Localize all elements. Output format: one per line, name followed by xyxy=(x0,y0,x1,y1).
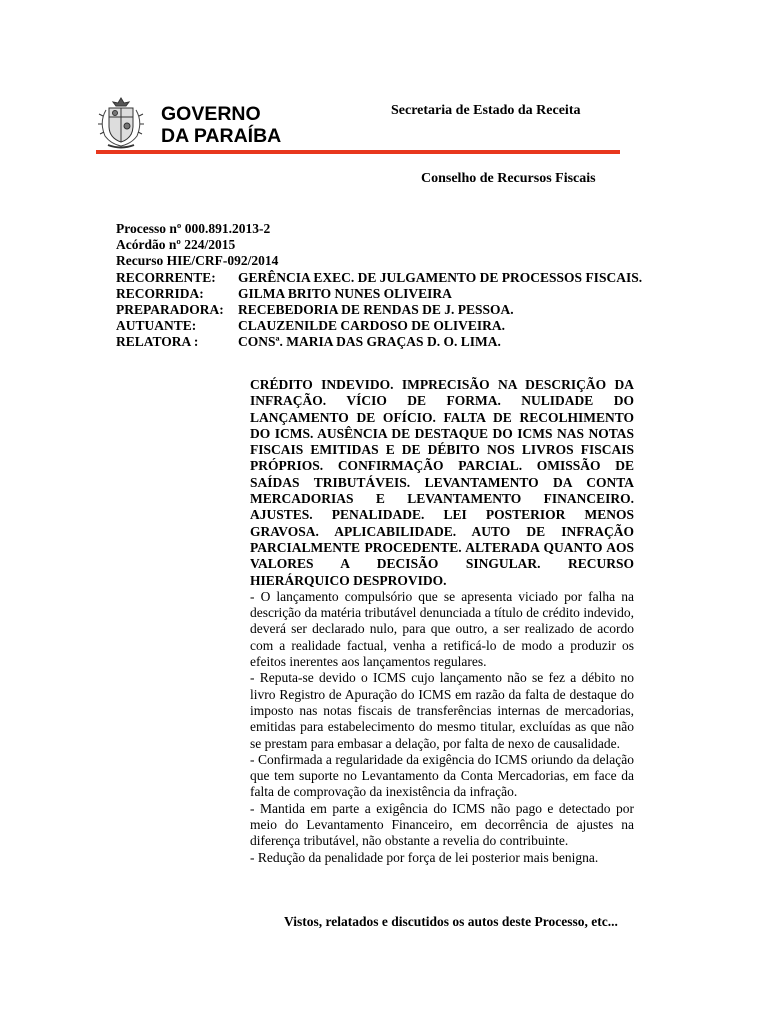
party-value: GERÊNCIA EXEC. DE JULGAMENTO DE PROCESSOS FISCAIS. xyxy=(238,269,643,285)
party-label: RECORRIDA: xyxy=(116,285,204,301)
closing-statement: Vistos, relatados e discutidos os autos deste Processo, etc... xyxy=(284,914,618,929)
state-coat-of-arms-icon xyxy=(96,96,146,150)
ementa-block xyxy=(250,377,634,866)
case-metadata xyxy=(116,221,642,351)
party-label: RECORRENTE: xyxy=(116,269,216,285)
party-value: CONSª. MARIA DAS GRAÇAS D. O. LIMA. xyxy=(238,334,501,350)
recurso-number: Recurso HIE/CRF-092/2014 xyxy=(116,253,279,269)
party-row xyxy=(116,302,642,318)
party-row xyxy=(116,318,642,334)
party-value: RECEBEDORIA DE RENDAS DE J. PESSOA. xyxy=(238,302,514,318)
secretaria-heading: Secretaria de Estado da Receita xyxy=(391,103,581,118)
acordao-number: Acórdão nº 224/2015 xyxy=(116,237,236,253)
party-row xyxy=(116,270,642,286)
ementa-paragraph: - Confirmada a regularidade da exigência do ICMS oriundo da delação que tem suporte no Levantamento da Conta Mercadorias, em face da falta de comprovação da inexistência da infração. xyxy=(250,751,634,800)
party-label: AUTUANTE: xyxy=(116,318,197,334)
party-label: RELATORA : xyxy=(116,334,199,350)
government-title-line2: DA PARAÍBA xyxy=(161,125,282,147)
conselho-heading: Conselho de Recursos Fiscais xyxy=(421,171,596,186)
government-title xyxy=(161,103,281,147)
party-row xyxy=(116,286,642,302)
ementa-paragraph: - Reputa-se devido o ICMS cujo lançamento não se fez a débito no livro Registro de Apuração do ICMS em razão da falta de destaque do imposto nas notas fiscais de transferências internas de mercadorias, emitidas para estabelecimento do mesmo titular, excluídas as que não se prestam para embasar a delação, por falta de nexo de causalidade. xyxy=(250,670,634,751)
ementa-paragraph: - Redução da penalidade por força de lei posterior mais benigna. xyxy=(250,849,599,865)
processo-number: Processo nº 000.891.2013-2 xyxy=(116,221,271,236)
header-divider xyxy=(96,150,620,154)
government-title-line1: GOVERNO xyxy=(161,103,261,125)
party-value: GILMA BRITO NUNES OLIVEIRA xyxy=(238,285,452,301)
party-label: PREPARADORA: xyxy=(116,302,224,318)
party-value: CLAUZENILDE CARDOSO DE OLIVEIRA. xyxy=(238,318,506,334)
ementa-paragraph: - O lançamento compulsório que se apresenta viciado por falha na descrição da matéria tributável denunciada a título de crédito indevido, deverá ser declarado nulo, para que outro, a ser realizado de acordo com a realidade factual, venha a retificá-lo de modo a produzir os efeitos inerentes aos lançamentos regulares. xyxy=(250,588,634,670)
ementa-paragraph: - Mantida em parte a exigência do ICMS não pago e detectado por meio do Levantamento Financeiro, em decorrência de ajustes na diferença tributável, não obstante a revelia do contribuinte. xyxy=(250,800,634,849)
ementa-headline: CRÉDITO INDEVIDO. IMPRECISÃO NA DESCRIÇÃO DA INFRAÇÃO. VÍCIO DE FORMA. NULIDADE DO LANÇAMENTO DE OFÍCIO. FALTA DE RECOLHIMENTO DO ICMS. AUSÊNCIA DE DESTAQUE DO ICMS NAS NOTAS FISCAIS EMITIDAS E DE DÉBITO NOS LIVROS FISCAIS PRÓPRIOS. CONFIRMAÇÃO PARCIAL. OMISSÃO DE SAÍDAS TRIBUTÁVEIS. LEVANTAMENTO DA CONTA MERCADORIAS E LEVANTAMENTO FINANCEIRO. AJUSTES. PENALIDADE. LEI POSTERIOR MENOS GRAVOSA. APLICABILIDADE. AUTO DE INFRAÇÃO PARCIALMENTE PROCEDENTE. ALTERADA QUANTO AOS VALORES A DECISÃO SINGULAR. RECURSO HIERÁRQUICO DESPROVIDO. xyxy=(250,377,634,588)
party-row xyxy=(116,334,642,350)
